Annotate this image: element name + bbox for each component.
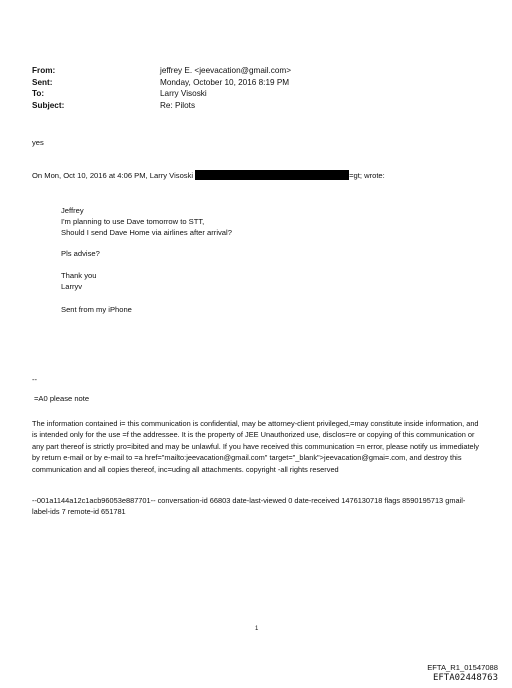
to-value: Larry Visoski (160, 89, 207, 99)
redaction-bar (195, 170, 349, 180)
from-value: jeffrey E. <jeevacation@gmail.com> (160, 66, 292, 75)
sent-row (32, 77, 291, 89)
page-number: 1 (255, 626, 259, 632)
subject-row (32, 100, 291, 112)
sent-value: Monday, October 10, 2016 8:19 PM (160, 77, 290, 87)
quoted-line-4: Pls advise? (61, 249, 100, 258)
from-row (32, 65, 291, 77)
reply-text: yes (32, 138, 44, 147)
to-row (32, 88, 291, 100)
metadata-paragraph: --001a1144a12c1acb96053e887701-- conversation-id 66803 date-last-viewed 0 date-received 1476130718 flags 8590195713 gmail-label-ids 7 remote-id 651781 (32, 496, 466, 517)
please-note: =A0 please note (34, 394, 90, 403)
from-label: From: (32, 66, 56, 75)
quote-intro-before: On Mon, Oct 10, 2016 at 4:06 PM, Larry Visoski (32, 171, 194, 180)
footer-id-1: EFTA_R1_01547088 (427, 663, 498, 672)
to-label: To: (32, 89, 45, 99)
email-header (32, 65, 291, 111)
quoted-line-1: Jeffrey (61, 206, 84, 215)
quote-intro (32, 170, 385, 181)
signature-dashes: -- (32, 375, 38, 384)
quoted-line-3: Should I send Dave Home via airlines after arrival? (61, 228, 232, 237)
footer-id-2: EFTA02448763 (432, 673, 498, 683)
subject-label: Subject: (32, 100, 65, 110)
quoted-line-7: Sent from my iPhone (61, 305, 132, 314)
quote-intro-after: =gt; wrote: (349, 171, 385, 180)
disclaimer-paragraph: The information contained i= this communication is confidential, may be attorney-client privileged,=may constitute inside information, and is intended only for the use =f the addressee. It is the property of JEE Unauthorized use, disclos=re or copying of this communication or any part thereof is strictly pro=ibited and may be unlawful. If you have received this communication =n error, please notify us immediately by return e-mail or by e-mail to =a href="mailto:jeevacation@gmail.com" target="_blank">jeevacation@gmai=.com, and destroy this communication and all copies thereof, inc=uding all attachments. copyright -all rights reserved (32, 419, 479, 474)
subject-value: Re: Pilots (160, 100, 196, 110)
quoted-line-6: Larryv (61, 282, 83, 291)
quoted-line-2: I'm planning to use Dave tomorrow to STT, (61, 217, 205, 226)
quoted-line-5: Thank you (61, 271, 97, 280)
sent-label: Sent: (32, 77, 53, 87)
